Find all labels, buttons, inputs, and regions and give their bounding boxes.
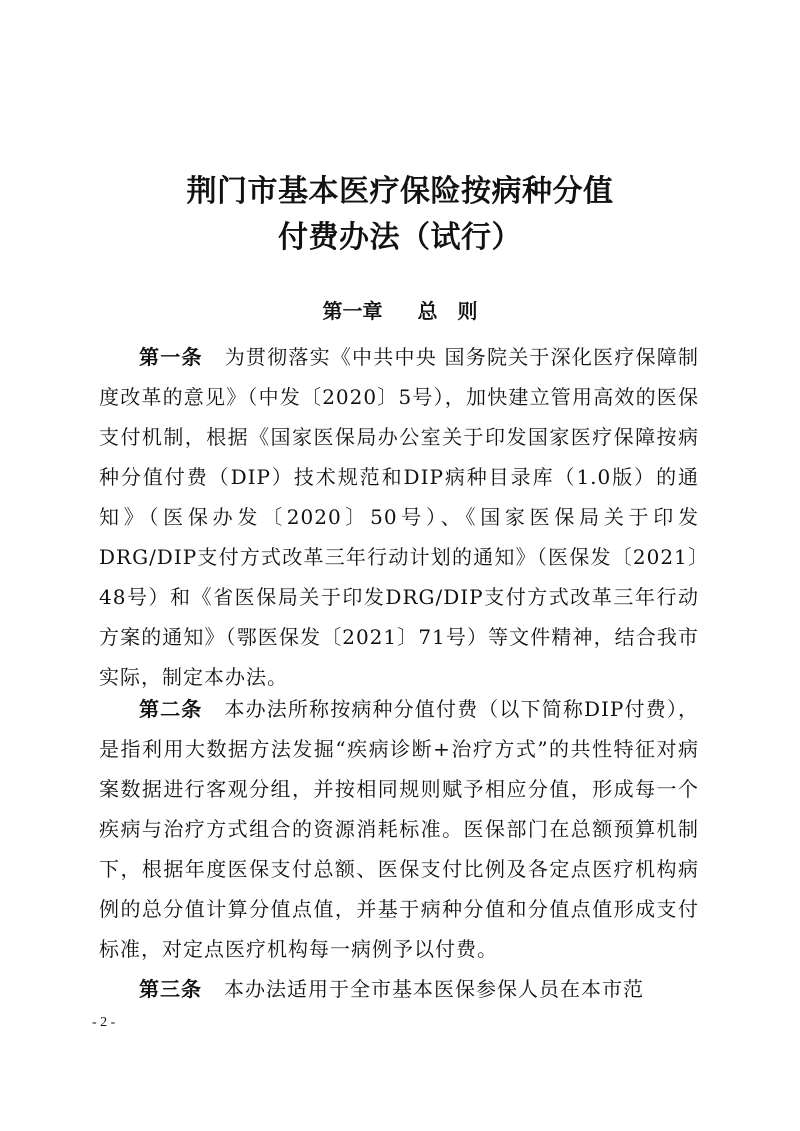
article-1 [99,337,699,697]
article-3-label: 第三条 [139,977,202,1001]
article-2-text: 本办法所称按病种分值付费（以下简称DIP付费），是指利用大数据方法发掘“疾病诊断+治疗方式”的共性特征对病案数据进行客观分组，并按相同规则赋予相应分值，形成每一个疾病与治疗方式组合的资源消耗标准。医保部门在总额预算机制下，根据年度医保支付总额、医保支付比例及各定点医疗机构病例的总分值计算分值点值，并基于病种分值和分值点值形成支付标准，对定点医疗机构每一病例予以付费。 [99,697,699,961]
article-3-text: 本办法适用于全市基本医保参保人员在本市范 [224,977,644,1001]
article-3 [99,969,699,1009]
article-1-text: 为贯彻落实《中共中央 国务院关于深化医疗保障制度改革的意见》（中发〔2020〕5号），加快建立管用高效的医保支付机制，根据《国家医保局办公室关于印发国家医疗保障按病种分值付费（DIP）技术规范和DIP病种目录库（1.0版）的通知》（医保办发〔2020〕50号）、《国家医保局关于印发DRG/DIP支付方式改革三年行动计划的通知》（医保发〔2021〕48号）和《省医保局关于印发DRG/DIP支付方式改革三年行动方案的通知》（鄂医保发〔2021〕71号）等文件精神，结合我市实际，制定本办法。 [99,345,700,689]
chapter-number: 第一章 [322,299,383,323]
article-2 [99,689,699,969]
article-2-label: 第二条 [139,697,203,721]
page-number: - 2 - [92,1015,116,1030]
chapter-name: 总 则 [417,299,478,323]
document-title-line-2: 付费办法（试行） [278,220,522,255]
document-title-line-1: 荆门市基本医疗保险按病种分值 [186,174,614,209]
chapter-heading [0,296,800,326]
article-1-label: 第一条 [139,345,203,369]
